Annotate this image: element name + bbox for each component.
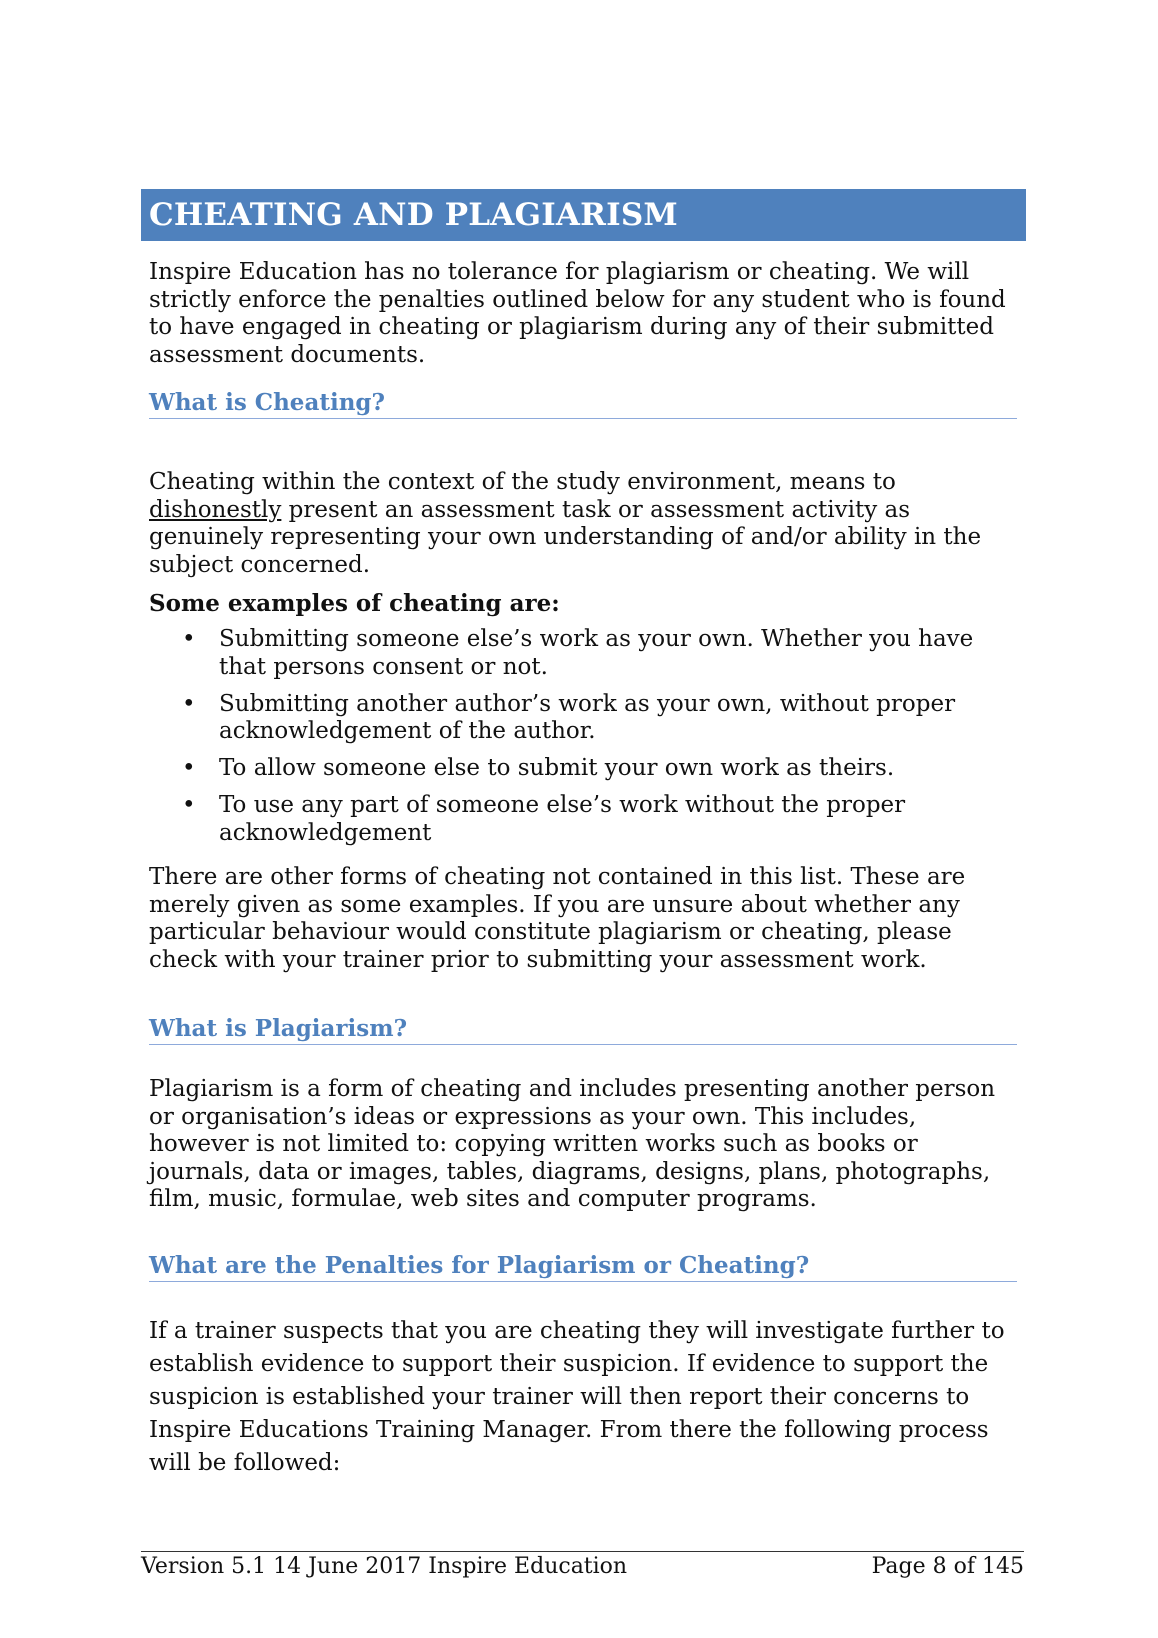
bullet-icon: • [182, 792, 196, 818]
cheating-definition-start: Cheating within the context of the study environment, means to [149, 469, 896, 495]
plagiarism-definition: Plagiarism is a form of cheating and includes presenting another person or organisation’s ideas or expressions as your own. This includes, however is not limited to: copying written works such as books or journals, data or images, tables, diagrams, designs, plans, photographs, film, music, formulae, web sites and computer programs. [149, 1076, 996, 1212]
intro-paragraph: Inspire Education has no tolerance for plagiarism or cheating. We will strictly enforce the penalties outlined below for any student who is found to have engaged in cheating or plagiarism during any of their submitted assessment documents. [149, 259, 1006, 368]
section-title-banner: CHEATING AND PLAGIARISM [141, 189, 1026, 241]
page-footer [141, 1551, 1024, 1579]
list-item-text: Submitting someone else’s work as your own. Whether you have that persons consent or not. [219, 626, 974, 680]
examples-heading: Some examples of cheating are: [149, 590, 560, 617]
list-item-text: To use any part of someone else’s work without the proper acknowledgement [219, 792, 906, 846]
bullet-icon: • [182, 626, 196, 652]
list-item [149, 626, 1019, 681]
footer-page-number: Page 8 of 145 [871, 1554, 1024, 1579]
bullet-icon: • [182, 755, 196, 781]
cheating-closing-paragraph: There are other forms of cheating not contained in this list. These are merely given as some examples. If you are unsure about whether any particular behaviour would constitute plagiarism or cheating, please check with your trainer prior to submitting your assessment work. [149, 864, 966, 973]
list-item [149, 755, 1019, 783]
list-item-text: Submitting another author’s work as your own, without proper acknowledgement of the author. [219, 690, 956, 744]
cheating-definition [149, 469, 1019, 579]
list-item [149, 691, 1019, 746]
list-item [149, 792, 1019, 847]
footer-version: Version 5.1 14 June 2017 Inspire Education [141, 1554, 628, 1579]
heading-what-is-plagiarism: What is Plagiarism? [149, 1015, 1017, 1045]
heading-what-is-cheating: What is Cheating? [149, 389, 1017, 419]
heading-penalties: What are the Penalties for Plagiarism or Cheating? [149, 1252, 1017, 1282]
list-item-text: To allow someone else to submit your own work as theirs. [219, 755, 895, 781]
underlined-word: dishonestly [149, 496, 282, 523]
cheating-examples-list [149, 626, 1019, 857]
penalties-paragraph: If a trainer suspects that you are cheating they will investigate further to establish evidence to support their suspicion. If evidence to support the suspicion is established your trainer will then report their concerns to Inspire Educations Training Manager. From there the following process will be followed: [149, 1318, 1005, 1476]
bullet-icon: • [182, 690, 196, 717]
cheating-definition-end: present an assessment task or assessment activity as genuinely representing your own understanding of and/or ability in the subject concerned. [149, 496, 982, 578]
